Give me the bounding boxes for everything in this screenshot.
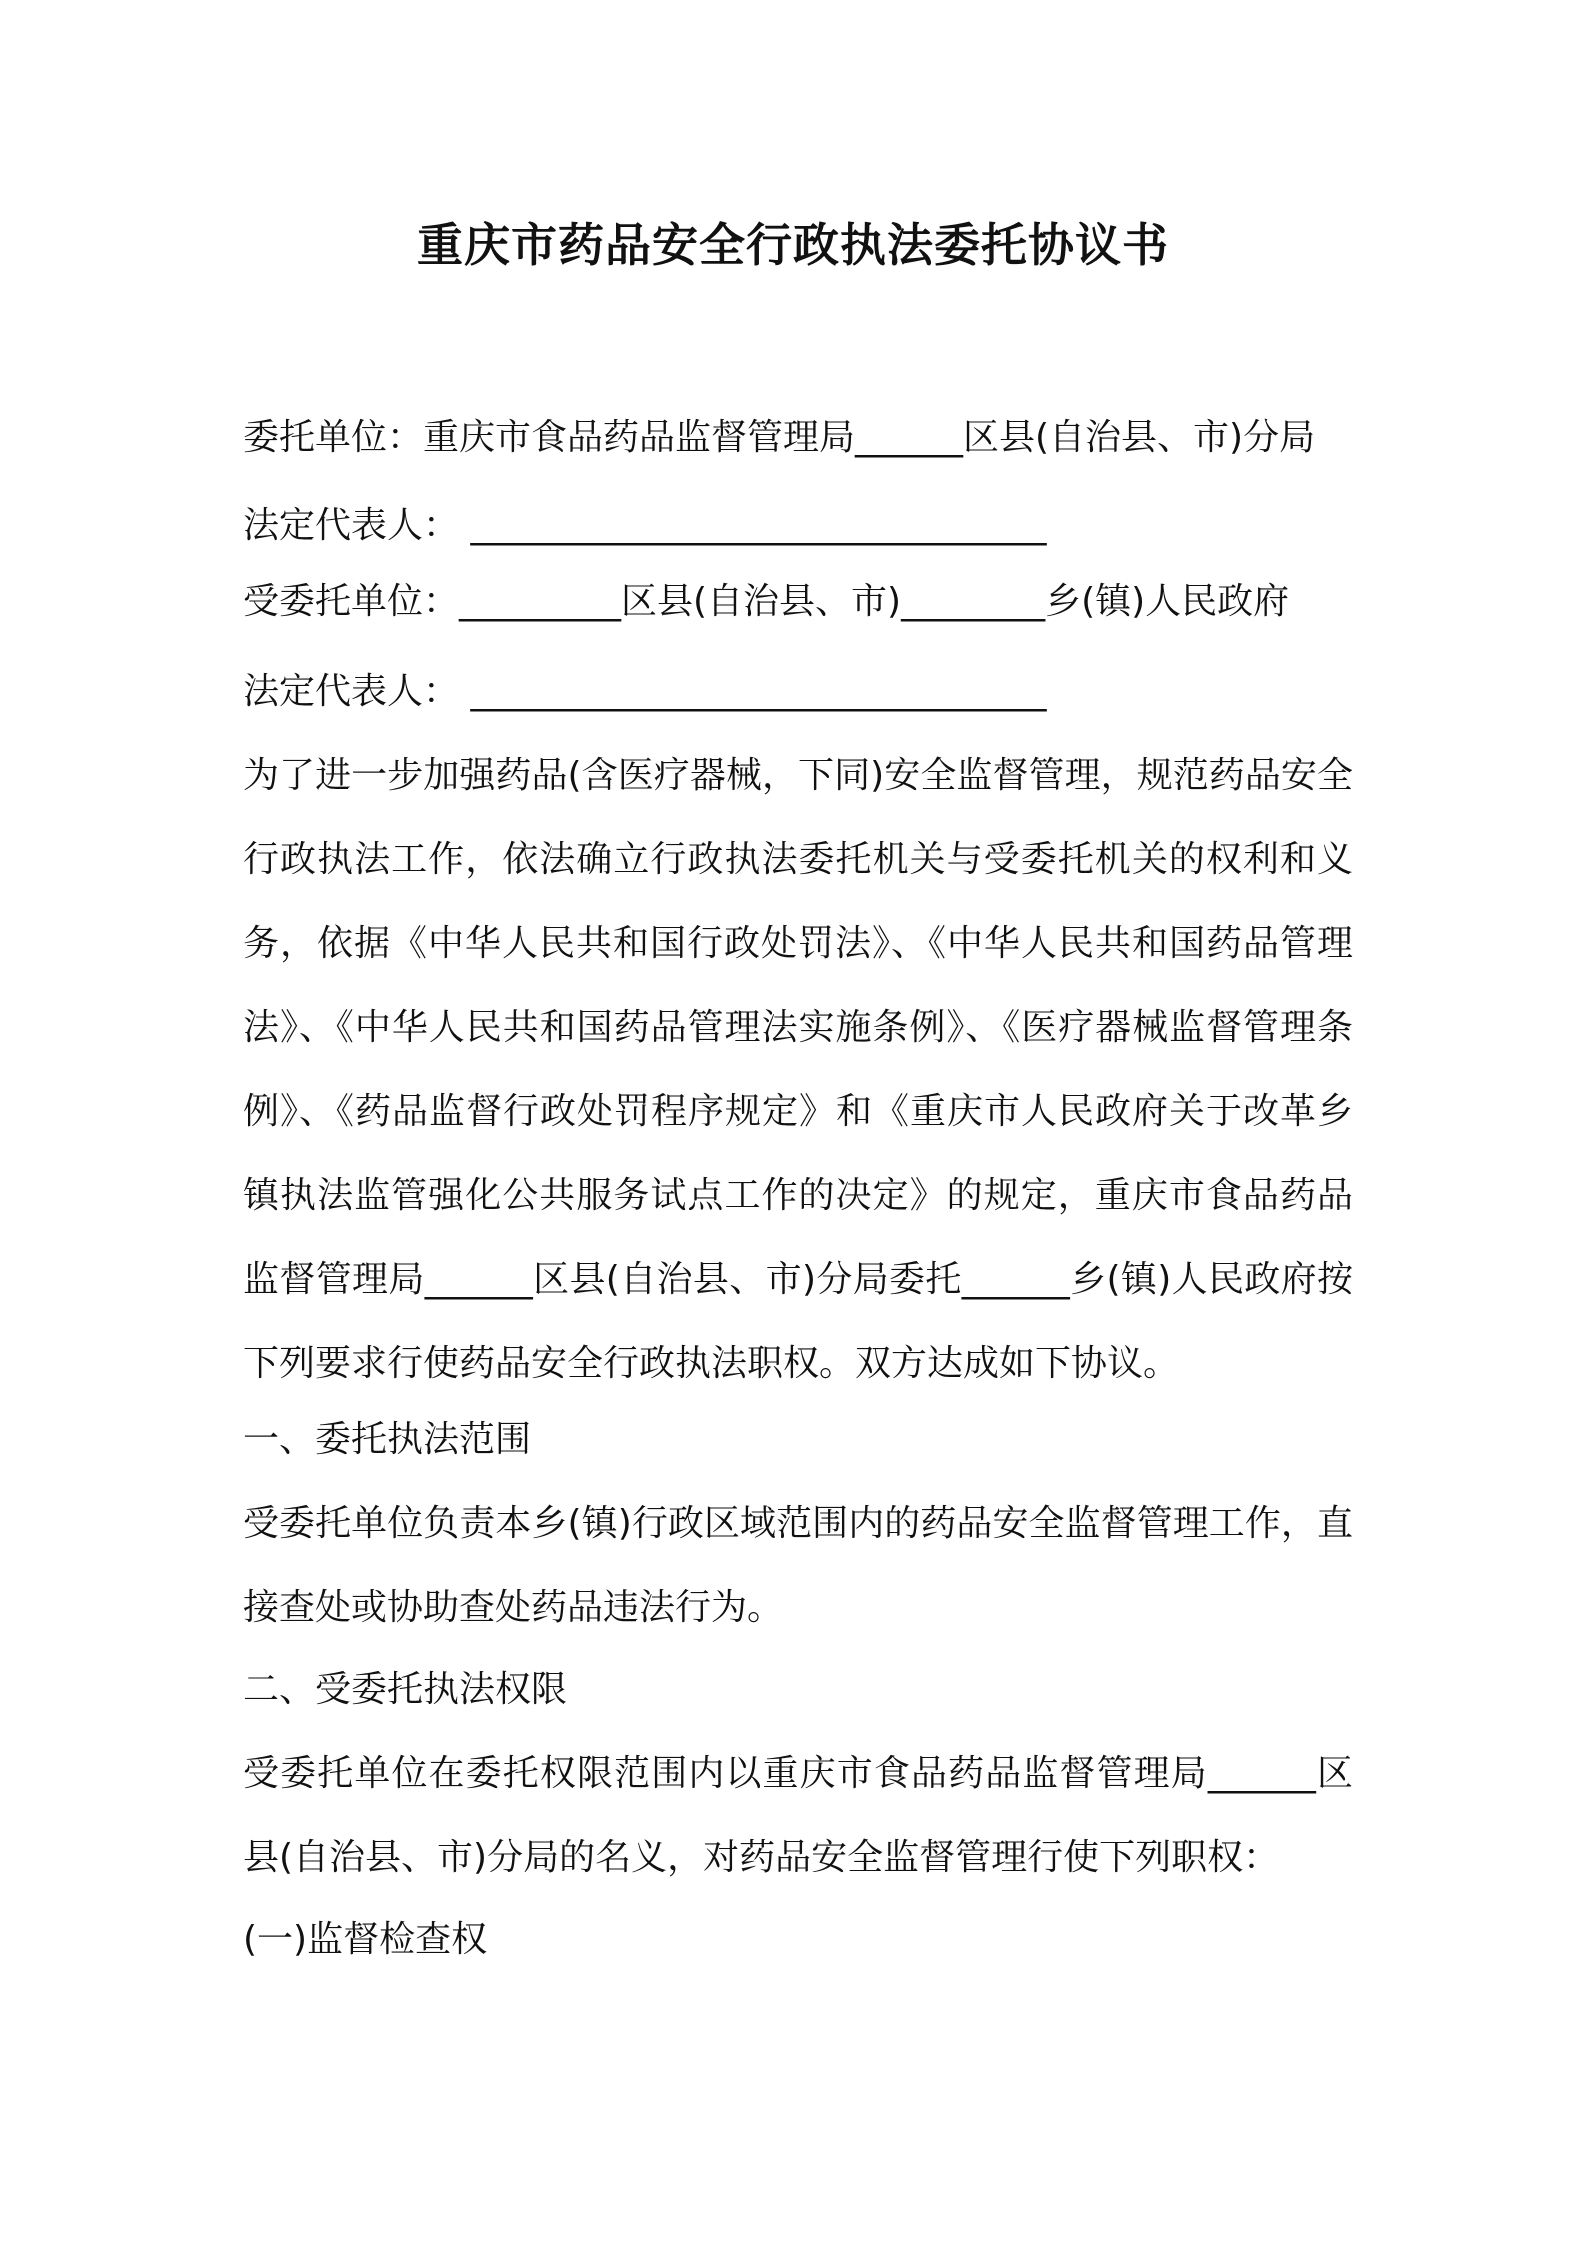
- delegated-unit-line: 受委托单位：_________区县(自治县、市)________乡(镇)人民政府: [243, 581, 1290, 622]
- document-title: 重庆市药品安全行政执法委托协议书: [417, 218, 1169, 272]
- intro-paragraph: 为了进一步加强药品(含医疗器械，下同)安全监督管理，规范药品安全行政执法工作，依法确立行政执法委托机关与受委托机关的权利和义务，依据《中华人民共和国行政处罚法》、《中华人民共和国药品管理法》、《中华人民共和国药品管理法实施条例》、《医疗器械监督管理条例》、《药品监督行政处罚程序规定》和《重庆市人民政府关于改革乡镇执法监管强化公共服务试点工作的决定》的规定，重庆市食品药品监督管理局______区县(自治县、市)分局委托______乡(镇)人民政府按下列要求行使药品安全行政执法职权。双方达成如下协议。: [243, 755, 1353, 1384]
- section-heading-authority: 二、受委托执法权限: [243, 1669, 568, 1710]
- delegating-unit-line: 委托单位：重庆市食品药品监督管理局______区县(自治县、市)分局: [243, 417, 1316, 458]
- authority-paragraph: 受委托单位在委托权限范围内以重庆市食品药品监督管理局______区县(自治县、市)分局的名义，对药品安全监督管理行使下列职权：: [243, 1753, 1353, 1878]
- section-heading-scope: 一、委托执法范围: [243, 1419, 532, 1460]
- legal-representative-line-2: 法定代表人： ________________________________: [243, 671, 1047, 712]
- subsection-heading-inspection: (一)监督检查权: [243, 1919, 488, 1960]
- scope-paragraph: 受委托单位负责本乡(镇)行政区域范围内的药品安全监督管理工作，直接查处或协助查处药品违法行为。: [243, 1503, 1353, 1628]
- legal-representative-line: 法定代表人： ________________________________: [243, 505, 1047, 546]
